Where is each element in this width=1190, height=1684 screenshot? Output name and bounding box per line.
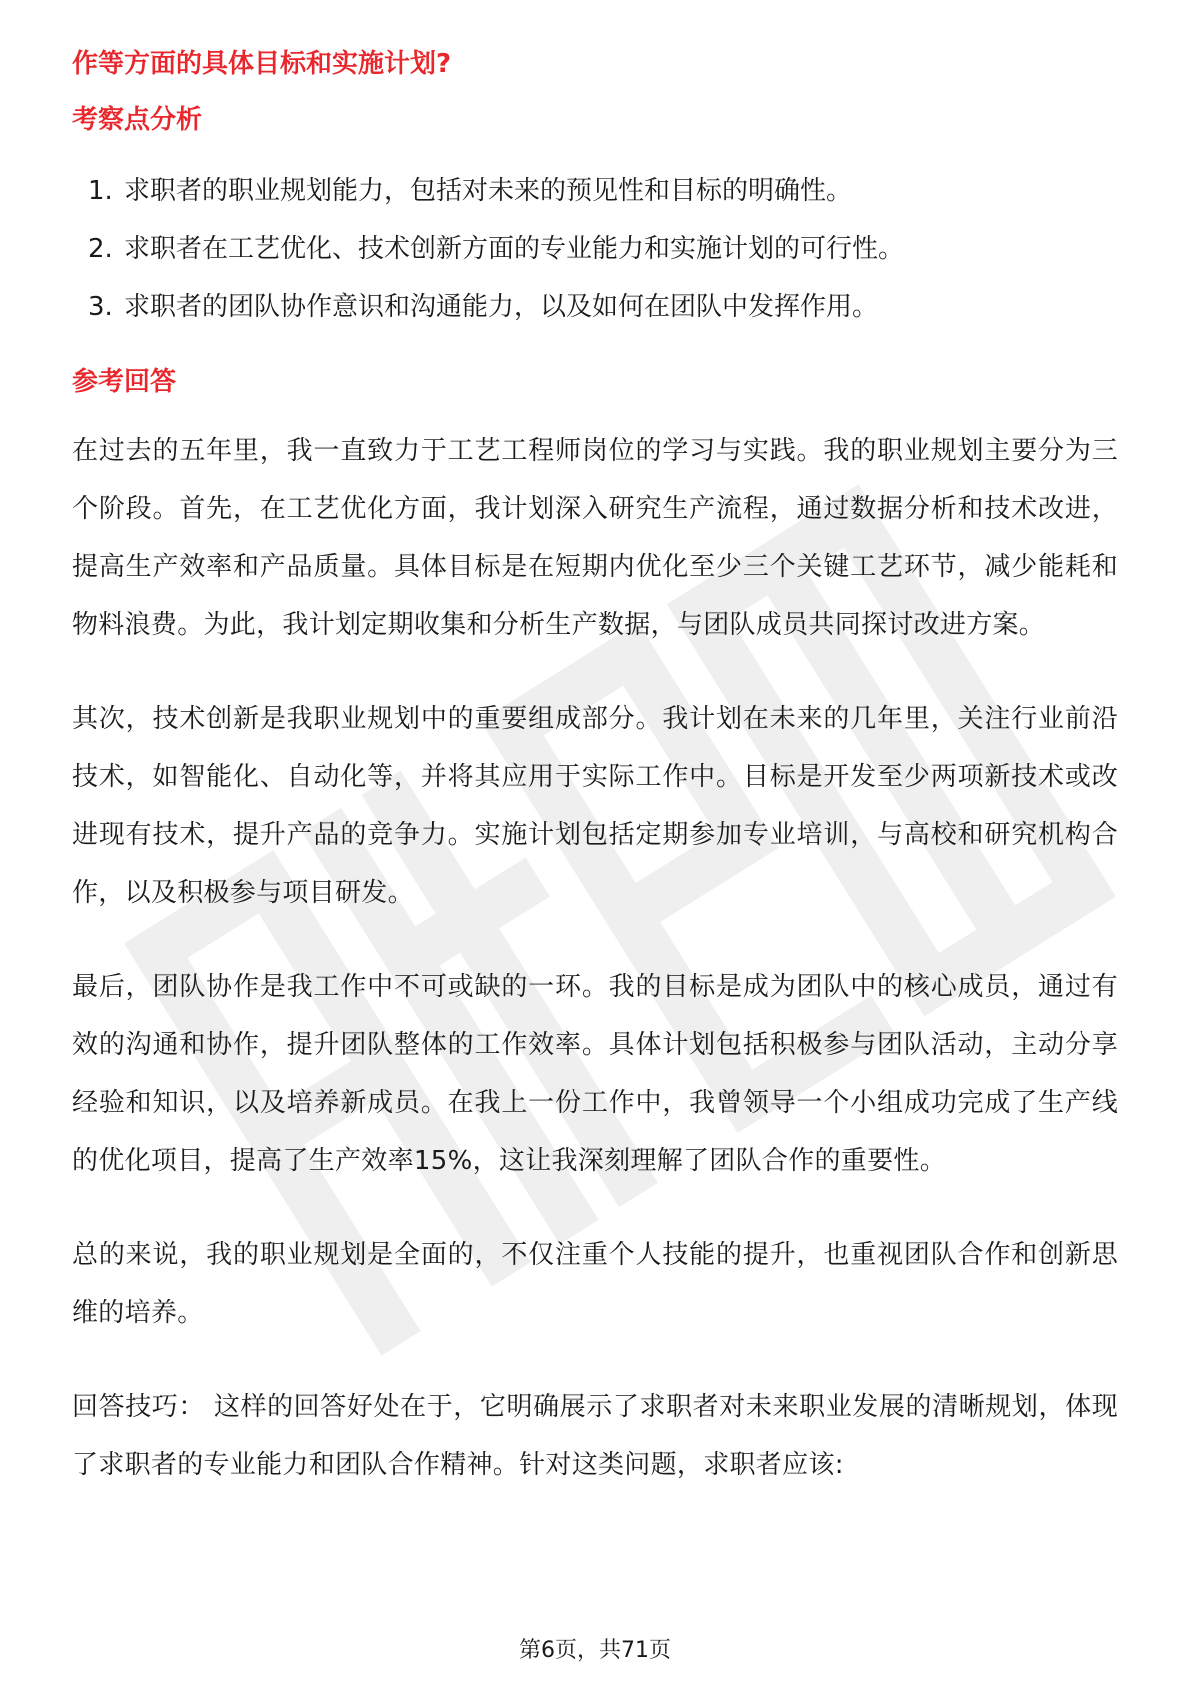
analysis-heading: 考察点分析 [72,105,203,135]
answer-paragraph-1: 在过去的五年里，我一直致力于工艺工程师岗位的学习与实践。我的职业规划主要分为三个阶段。首先，在工艺优化方面，我计划深入研究生产流程，通过数据分析和技术改进，提高生产效率和产品质量。具体目标是在短期内优化至少三个关键工艺环节，减少能耗和物料浪费。为此，我计划定期收集和分析生产数据，与团队成员共同探讨改进方案。 [72,436,1118,640]
document-page [72,46,1118,1530]
page-number-footer: 第6页，共71页 [519,1638,671,1663]
answer-paragraph-3: 最后，团队协作是我工作中不可或缺的一环。我的目标是成为团队中的核心成员，通过有效的沟通和协作，提升团队整体的工作效率。具体计划包括积极参与团队活动，主动分享经验和知识，以及培养新成员。在我上一份工作中，我曾领导一个小组成功完成了生产线的优化项目，提高了生产效率15%，这让我深刻理解了团队合作的重要性。 [72,972,1118,1176]
list-item-text: 求职者的团队协作意识和沟通能力，以及如何在团队中发挥作用。 [124,292,879,322]
list-item-number: 2. [88,234,113,264]
list-item [72,220,1118,278]
list-item-text: 求职者的职业规划能力，包括对未来的预见性和目标的明确性。 [124,176,853,206]
list-item-number: 3. [88,292,113,322]
list-item-number: 1. [88,176,113,206]
list-item [72,278,1118,336]
list-item-text: 求职者在工艺优化、技术创新方面的专业能力和实施计划的可行性。 [124,234,905,264]
answer-tips-paragraph: 回答技巧： 这样的回答好处在于，它明确展示了求职者对未来职业发展的清晰规划，体现了求职者的专业能力和团队合作精神。针对这类问题，求职者应该: [72,1392,1118,1480]
analysis-list [72,162,1118,336]
answer-paragraph-4: 总的来说，我的职业规划是全面的，不仅注重个人技能的提升，也重视团队合作和创新思维的培养。 [72,1240,1118,1328]
question-title-continuation: 作等方面的具体目标和实施计划? [72,49,452,79]
reference-answer-heading: 参考回答 [72,367,177,397]
answer-paragraph-2: 其次，技术创新是我职业规划中的重要组成部分。我计划在未来的几年里，关注行业前沿技术，如智能化、自动化等，并将其应用于实际工作中。目标是开发至少两项新技术或改进现有技术，提升产品的竞争力。实施计划包括定期参加专业培训，与高校和研究机构合作，以及积极参与项目研发。 [72,704,1118,908]
list-item [72,162,1118,220]
